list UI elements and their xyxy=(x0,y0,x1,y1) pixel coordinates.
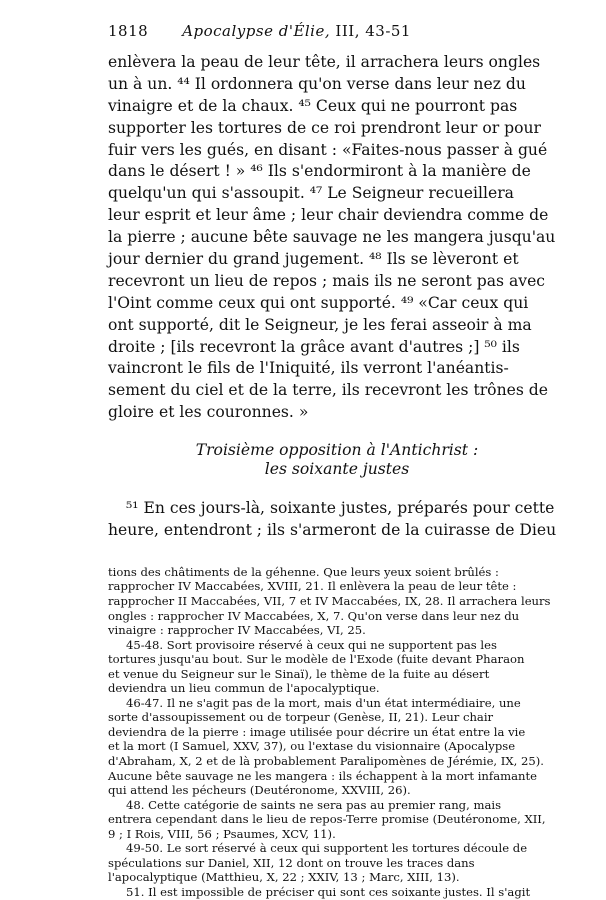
footnote-line: 48. Cette catégorie de saints ne sera pas au premier rang, mais xyxy=(126,797,502,812)
footnote-line: tions des châtiments de la géhenne. Que leurs yeux soient brûlés : xyxy=(108,564,499,579)
text-line: quelqu'un qui s'assoupit. ⁴⁷ Le Seigneur recueillera xyxy=(108,184,514,203)
section-heading-line-1: Troisième opposition à l'Antichrist : xyxy=(195,441,479,460)
text-line: leur esprit et leur âme ; leur chair deviendra comme de xyxy=(108,206,549,225)
text-line: un à un. ⁴⁴ Il ordonnera qu'on verse dans leur nez du xyxy=(108,74,526,93)
footnote-line: entrera cependant dans le lieu de repos-Terre promise (Deutéronome, XII, xyxy=(108,812,546,827)
footnote-line: spéculations sur Daniel, XII, 12 dont on trouve les traces dans xyxy=(108,855,475,870)
section-text xyxy=(108,498,566,542)
text-line: ont supporté, dit le Seigneur, je les ferai asseoir à ma xyxy=(108,315,532,334)
running-title xyxy=(182,22,411,40)
text-line: dans le désert ! » ⁴⁶ Ils s'endormiront à la manière de xyxy=(108,162,531,181)
footnote-line: l'apocalyptique (Matthieu, X, 22 ; XXIV, 13 ; Marc, XIII, 13). xyxy=(108,870,460,885)
text-line: droite ; [ils recevront la grâce avant d'autres ;] ⁵⁰ ils xyxy=(108,337,520,356)
footnote-line: 45-48. Sort provisoire réservé à ceux qui ne supportent pas les xyxy=(126,637,497,652)
running-title-reference: III, 43-51 xyxy=(335,22,411,40)
footnote-line: et la mort (I Samuel, XXV, 37), ou l'extase du visionnaire (Apocalypse xyxy=(108,739,516,754)
footnote-line: Aucune bête sauvage ne les mangera : ils échappent à la mort infamante xyxy=(108,768,537,783)
footnote-line: tortures jusqu'au bout. Sur le modèle de l'Exode (fuite devant Pharaon xyxy=(108,652,525,667)
footnote-line: ongles : rapprocher IV Maccabées, X, 7. Qu'on verse dans leur nez du xyxy=(108,608,520,623)
footnote-line: sorte d'assoupissement ou de torpeur (Genèse, II, 21). Leur chair xyxy=(108,710,494,725)
footnote-line: d'Abraham, X, 2 et de là probablement Paralipomènes de Jérémie, IX, 25). xyxy=(108,754,544,769)
section-heading xyxy=(108,441,566,479)
text-line: heure, entendront ; ils s'armeront de la cuirasse de Dieu xyxy=(108,521,557,540)
footnotes xyxy=(108,565,566,900)
footnote-line: et venue du Seigneur sur le Sinaï), le thème de la fuite au désert xyxy=(108,666,490,681)
main-text xyxy=(108,52,566,424)
running-title-text: Apocalypse d'Élie, xyxy=(182,22,331,40)
text-line: recevront un lieu de repos ; mais ils ne seront pas avec xyxy=(108,271,546,290)
page-number: 1818 xyxy=(108,22,149,40)
text-line: enlèvera la peau de leur tête, il arrachera leurs ongles xyxy=(108,53,541,71)
footnote-line: vinaigre : rapprocher IV Maccabées, VI, 25. xyxy=(108,623,366,638)
text-line: ⁵¹ En ces jours-là, soixante justes, préparés pour cette xyxy=(126,499,555,518)
footnote-line: deviendra de la pierre : image utilisée pour décrire un état entre la vie xyxy=(108,724,526,739)
running-header xyxy=(108,22,566,52)
footnote-line: 9 ; I Rois, VIII, 56 ; Psaumes, XCV, 11). xyxy=(108,826,336,841)
text-line: sement du ciel et de la terre, ils recevront les trônes de xyxy=(108,381,549,400)
text-line: fuir vers les gués, en disant : «Faites-nous passer à gué xyxy=(108,140,548,159)
text-line: la pierre ; aucune bête sauvage ne les mangera jusqu'au xyxy=(108,228,556,247)
footnote-line: 49-50. Le sort réservé à ceux qui supportent les tortures découle de xyxy=(126,841,528,856)
text-line: vaincront le fils de l'Iniquité, ils verront l'anéantis- xyxy=(108,359,509,378)
footnote-line: 46-47. Il ne s'agit pas de la mort, mais d'un état intermédiaire, une xyxy=(126,695,521,710)
section-heading-line-2: les soixante justes xyxy=(264,460,410,479)
text-line: vinaigre et de la chaux. ⁴⁵ Ceux qui ne pourront pas xyxy=(108,96,518,115)
footnote-line: rapprocher II Maccabées, VII, 7 et IV Maccabées, IX, 28. Il arrachera leurs xyxy=(108,594,551,609)
footnote-line: rapprocher IV Maccabées, XVIII, 21. Il enlèvera la peau de leur tête : xyxy=(108,579,517,594)
text-line: supporter les tortures de ce roi prendront leur or pour xyxy=(108,118,542,137)
footnote-line: deviendra un lieu commun de l'apocalyptique. xyxy=(108,681,380,696)
footnote-line: 51. Il est impossible de préciser qui sont ces soixante justes. Il s'agit xyxy=(126,884,531,899)
footnote-line: qui attend les pécheurs (Deutéronome, XXVIII, 26). xyxy=(108,783,411,798)
text-line: gloire et les couronnes. » xyxy=(108,403,309,422)
text-line: l'Oint comme ceux qui ont supporté. ⁴⁹ «Car ceux qui xyxy=(108,293,529,312)
text-line: jour dernier du grand jugement. ⁴⁸ Ils se lèveront et xyxy=(108,250,519,269)
